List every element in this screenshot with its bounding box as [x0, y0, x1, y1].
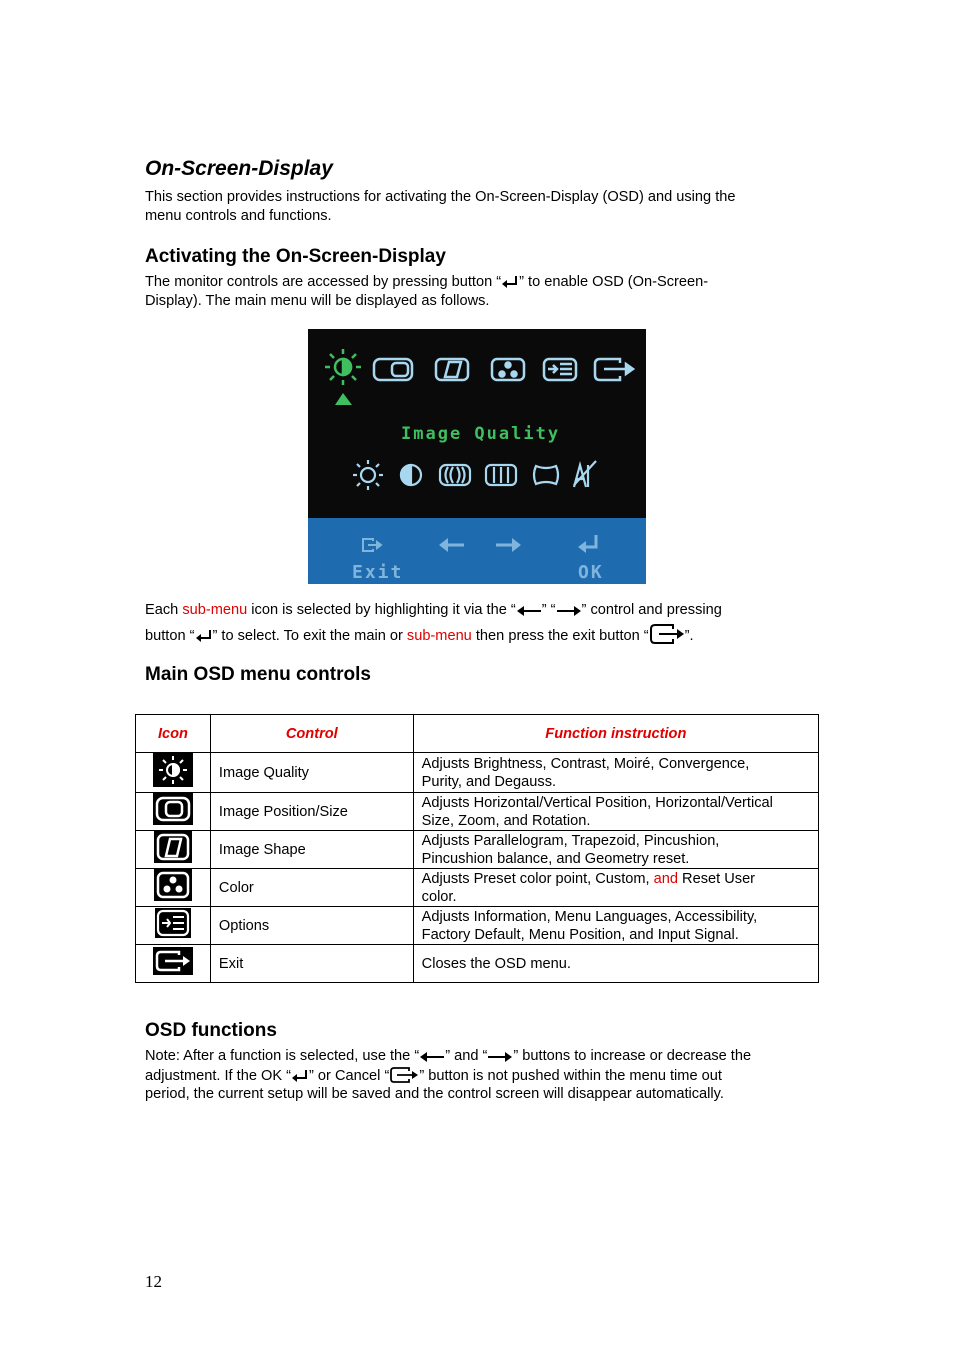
brightness-icon — [153, 753, 193, 787]
osd-bar-right-arrow-icon — [496, 538, 521, 552]
table-row — [136, 945, 819, 983]
table-row — [136, 907, 819, 945]
intro-line-2: menu controls and functions. — [145, 208, 332, 224]
osd-bar-left-arrow-icon — [439, 538, 464, 552]
osd-sub-brightness-icon — [353, 460, 383, 490]
image-shape-icon — [154, 831, 192, 863]
osd-position-icon — [374, 359, 412, 380]
osd-bar-enter-icon — [578, 535, 596, 553]
image-position-icon — [153, 793, 193, 825]
osd-brightness-icon — [325, 349, 361, 385]
osd-exit-label: Exit — [352, 562, 404, 583]
color-icon — [154, 869, 192, 901]
exit-button-icon — [389, 1066, 419, 1084]
function-cell: Closes the OSD menu. — [413, 945, 818, 983]
control-cell: Image Position/Size — [210, 793, 413, 831]
osd-bottom-bar — [308, 518, 646, 584]
table-header-row — [136, 715, 819, 753]
intro-line-1: This section provides instructions for activating the On-Screen-Display (OSD) and using the — [145, 189, 736, 205]
page-number: 12 — [145, 1272, 162, 1291]
osd-menu-screenshot — [308, 329, 646, 584]
osd-exit-icon — [595, 359, 633, 380]
osd-functions-heading: OSD functions — [145, 1020, 277, 1041]
left-arrow-icon — [516, 605, 542, 617]
function-cell: Adjusts Parallelogram, Trapezoid, Pincushion, Pincushion balance, and Geometry reset. — [413, 831, 818, 869]
osd-sub-purity-icon — [534, 466, 558, 484]
osd-menu-title: Image Quality — [401, 424, 561, 444]
table-row — [136, 753, 819, 793]
function-cell: Adjusts Information, Menu Languages, Accessibility, Factory Default, Menu Position, and Input Signal. — [413, 907, 818, 945]
enter-key-icon — [291, 1069, 309, 1083]
main-menu-heading: Main OSD menu controls — [145, 664, 371, 685]
left-arrow-icon — [419, 1051, 445, 1063]
options-icon — [155, 908, 191, 938]
submenu-line-1: Each sub-menu icon is selected by highlighting it via the “ ” “ ” control and pressing — [145, 602, 722, 618]
osd-shape-icon — [436, 359, 468, 380]
osd-color-icon — [492, 359, 524, 380]
osd-options-icon — [544, 359, 576, 380]
exit-button-icon — [649, 623, 685, 645]
control-cell: Color — [210, 869, 413, 907]
osd-ok-label: OK — [578, 562, 604, 583]
submenu-line-2: button “ ” to select. To exit the main or sub-menu then press the exit button “ ”. — [145, 623, 694, 646]
control-cell: Exit — [210, 945, 413, 983]
table-row — [136, 793, 819, 831]
header-control: Control — [210, 715, 413, 753]
table-row — [136, 831, 819, 869]
control-cell: Image Shape — [210, 831, 413, 869]
activating-heading: Activating the On-Screen-Display — [145, 246, 446, 267]
osd-functions-line-2: adjustment. If the OK “ ” or Cancel “ ” button is not pushed within the menu time out — [145, 1068, 722, 1084]
osd-functions-line-1: Note: After a function is selected, use the “ ” and “ ” buttons to increase or decrease the — [145, 1048, 752, 1064]
function-cell: Adjusts Preset color point, Custom, and Reset User color. — [413, 869, 818, 907]
osd-bar-exit-icon — [363, 539, 381, 551]
right-arrow-icon — [556, 605, 582, 617]
osd-selector-arrow-icon — [335, 393, 352, 405]
header-function: Function instruction — [413, 715, 818, 753]
control-cell: Image Quality — [210, 753, 413, 793]
table-row — [136, 869, 819, 907]
activating-line-1: The monitor controls are accessed by pressing button “ ” to enable OSD (On-Screen- — [145, 274, 709, 290]
function-cell: Adjusts Horizontal/Vertical Position, Horizontal/Vertical Size, Zoom, and Rotation. — [413, 793, 818, 831]
osd-sub-degauss-icon — [574, 461, 596, 487]
exit-icon — [153, 947, 193, 975]
right-arrow-icon — [487, 1051, 513, 1063]
enter-key-icon — [501, 275, 519, 289]
function-cell: Adjusts Brightness, Contrast, Moiré, Convergence, Purity, and Degauss. — [413, 753, 818, 793]
osd-sub-convergence-icon — [486, 465, 516, 485]
osd-functions-line-3: period, the current setup will be saved and the control screen will disappear automatically. — [145, 1086, 724, 1102]
page-title: On-Screen-Display — [145, 157, 333, 180]
control-cell: Options — [210, 907, 413, 945]
header-icon: Icon — [136, 715, 211, 753]
enter-key-icon — [195, 629, 213, 643]
activating-line-2: Display). The main menu will be displayed as follows. — [145, 293, 490, 309]
main-menu-table — [135, 714, 819, 983]
osd-sub-contrast-icon — [401, 465, 421, 485]
osd-sub-moire-icon — [440, 465, 470, 485]
